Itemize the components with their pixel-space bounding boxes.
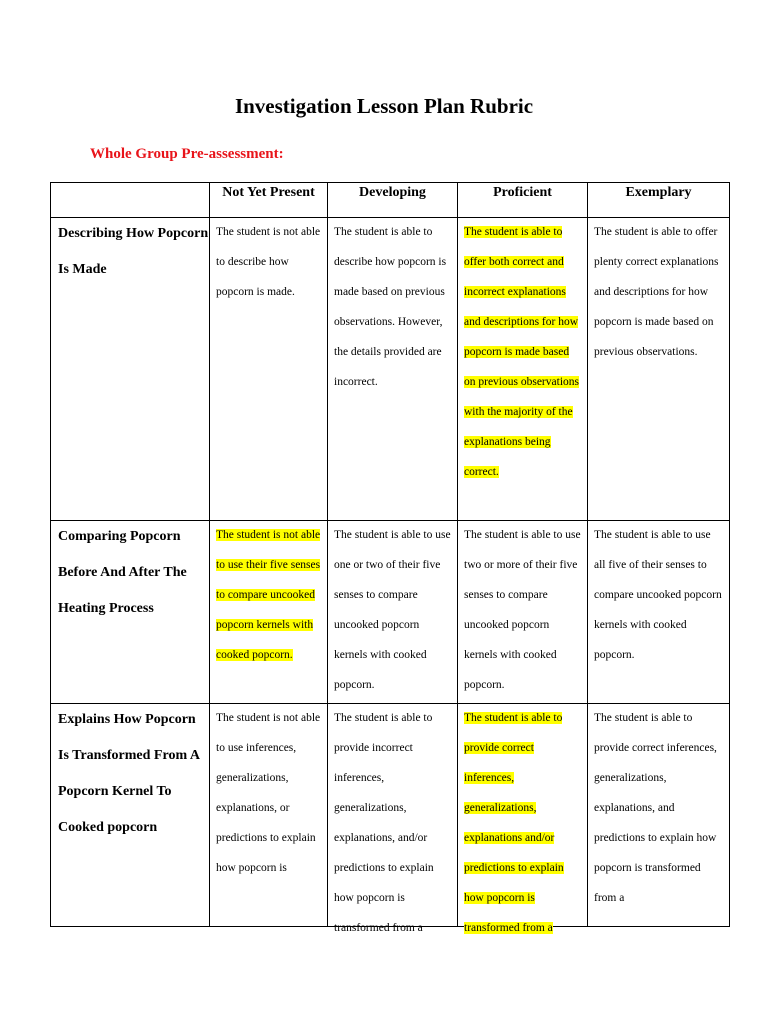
rubric-cell (458, 704, 588, 934)
header-cell-proficient: Proficient (458, 183, 588, 218)
page-title: Investigation Lesson Plan Rubric (234, 94, 534, 118)
rubric-table (50, 182, 730, 934)
rubric-cell (210, 521, 328, 704)
rubric-cell: The student is able to use two or more of their five senses to compare uncooked popcorn kernels with cooked popcorn. (458, 521, 588, 704)
header-cell-developing: Developing (328, 183, 458, 218)
rubric-cell: The student is able to provide correct inferences, generalizations, explanations, and predictions to explain how popcorn is transformed from a (588, 704, 730, 927)
table-row (51, 521, 730, 704)
rubric-cell: The student is able to describe how popcorn is made based on previous observations. However, the details provided are incorrect. (328, 218, 458, 521)
highlighted-text: The student is able to offer both correct and incorrect explanations and descriptions for how popcorn is made based on previous observations with the majority of the explanations being correct. (464, 226, 579, 478)
header-cell-empty (51, 183, 210, 218)
table-row (51, 218, 730, 521)
table-row (51, 704, 730, 927)
criterion-cell: Explains How Popcorn Is Transformed From A Popcorn Kernel To Cooked popcorn (51, 704, 210, 927)
header-cell-exemplary: Exemplary (588, 183, 730, 218)
highlighted-text: The student is able to provide correct inferences, generalizations, explanations and/or predictions to explain how popcorn is transformed from a (464, 712, 564, 934)
rubric-cell (458, 218, 588, 521)
header-cell-not-yet-present: Not Yet Present (210, 183, 328, 218)
criterion-cell: Comparing Popcorn Before And After The Heating Process (51, 521, 210, 704)
rubric-cell: The student is not able to describe how popcorn is made. (210, 218, 328, 521)
rubric-cell: The student is able to use one or two of their five senses to compare uncooked popcorn kernels with cooked popcorn. (328, 521, 458, 704)
criterion-cell: Describing How Popcorn Is Made (51, 218, 210, 521)
highlighted-text: The student is not able to use their five senses to compare uncooked popcorn kernels with cooked popcorn. (216, 529, 321, 661)
section-subtitle: Whole Group Pre-assessment: (90, 146, 284, 162)
rubric-cell: The student is not able to use inferences, generalizations, explanations, or predictions to explain how popcorn is (210, 704, 328, 927)
rubric-cell: The student is able to offer plenty correct explanations and descriptions for how popcorn is made based on previous observations. (588, 218, 730, 521)
table-header-row (51, 183, 730, 218)
rubric-cell: The student is able to provide incorrect inferences, generalizations, explanations, and/or predictions to explain how popcorn is transformed from a (328, 704, 458, 927)
rubric-cell: The student is able to use all five of their senses to compare uncooked popcorn kernels with cooked popcorn. (588, 521, 730, 704)
